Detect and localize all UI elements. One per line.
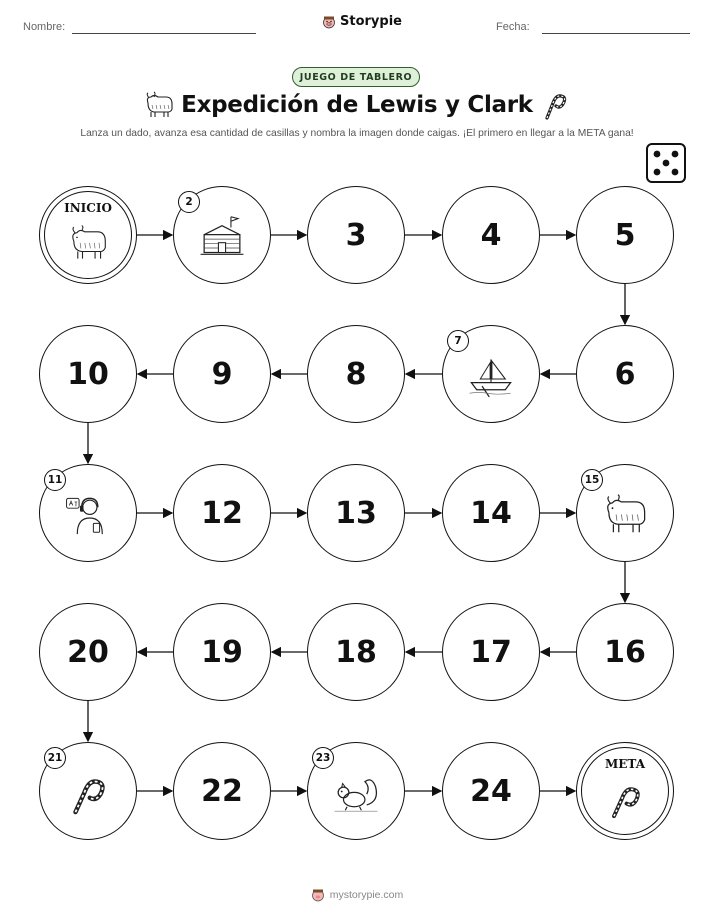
footer-url: mystorypie.com <box>329 889 404 901</box>
page-title: Expedición de Lewis y Clark <box>181 92 533 118</box>
space-number: 10 <box>67 356 109 392</box>
board-space-16 <box>576 603 674 701</box>
name-label: Nombre: <box>23 21 66 33</box>
footer <box>0 888 714 902</box>
board-space-9 <box>173 325 271 423</box>
space-number: 17 <box>470 634 512 670</box>
space-number: 16 <box>604 634 646 670</box>
board-space-6 <box>576 325 674 423</box>
board-space-22 <box>173 742 271 840</box>
board-space-12 <box>173 464 271 562</box>
space-number: 14 <box>470 495 512 531</box>
board-space-21 <box>39 742 137 840</box>
space-number-badge: 23 <box>312 747 334 769</box>
space-number: 24 <box>470 773 512 809</box>
board-space-8 <box>307 325 405 423</box>
board-space-14 <box>442 464 540 562</box>
space-number-badge: 11 <box>44 469 66 491</box>
board-space-3 <box>307 186 405 284</box>
board-space-10 <box>39 325 137 423</box>
squirrel-icon <box>331 771 381 821</box>
space-number: 13 <box>335 495 377 531</box>
space-number: 3 <box>345 217 367 253</box>
space-number: 20 <box>67 634 109 670</box>
start-label: INICIO <box>64 201 112 215</box>
space-number-badge: 15 <box>581 469 603 491</box>
interpreter-icon <box>63 493 113 543</box>
space-number: 6 <box>614 356 636 392</box>
rope-icon <box>603 780 647 824</box>
space-number: 22 <box>201 773 243 809</box>
space-number: 9 <box>211 356 233 392</box>
board-space-17 <box>442 603 540 701</box>
board-space-11 <box>39 464 137 562</box>
start-space <box>39 186 137 284</box>
board-space-13 <box>307 464 405 562</box>
board-space-18 <box>307 603 405 701</box>
space-number: 5 <box>614 217 636 253</box>
fort-icon <box>197 215 247 265</box>
yak-icon <box>600 493 650 543</box>
board-space-23 <box>307 742 405 840</box>
space-number: 19 <box>201 634 243 670</box>
rope-icon <box>63 771 113 821</box>
space-number-badge: 21 <box>44 747 66 769</box>
board-space-20 <box>39 603 137 701</box>
board-space-5 <box>576 186 674 284</box>
space-number-badge: 2 <box>178 191 200 213</box>
board-space-24 <box>442 742 540 840</box>
space-number-badge: 7 <box>447 330 469 352</box>
instructions: Lanza un dado, avanza esa cantidad de casillas y nombra la imagen donde caigas. ¡El primero en llegar a la META gana! <box>80 128 634 139</box>
pig-logo-icon <box>311 888 325 902</box>
space-number: 4 <box>480 217 502 253</box>
board-space-19 <box>173 603 271 701</box>
yak-icon <box>66 224 110 268</box>
board-space-4 <box>442 186 540 284</box>
boat-icon <box>466 354 516 404</box>
finish-label: META <box>604 757 645 771</box>
board-space-15 <box>576 464 674 562</box>
finish-space <box>576 742 674 840</box>
space-number: 18 <box>335 634 377 670</box>
date-label: Fecha: <box>496 21 530 33</box>
brand-name: Storypie <box>340 14 402 29</box>
game-type-badge: JUEGO DE TABLERO <box>292 67 420 87</box>
space-number: 8 <box>345 356 367 392</box>
space-number: 12 <box>201 495 243 531</box>
board-space-2 <box>173 186 271 284</box>
board-space-7 <box>442 325 540 423</box>
